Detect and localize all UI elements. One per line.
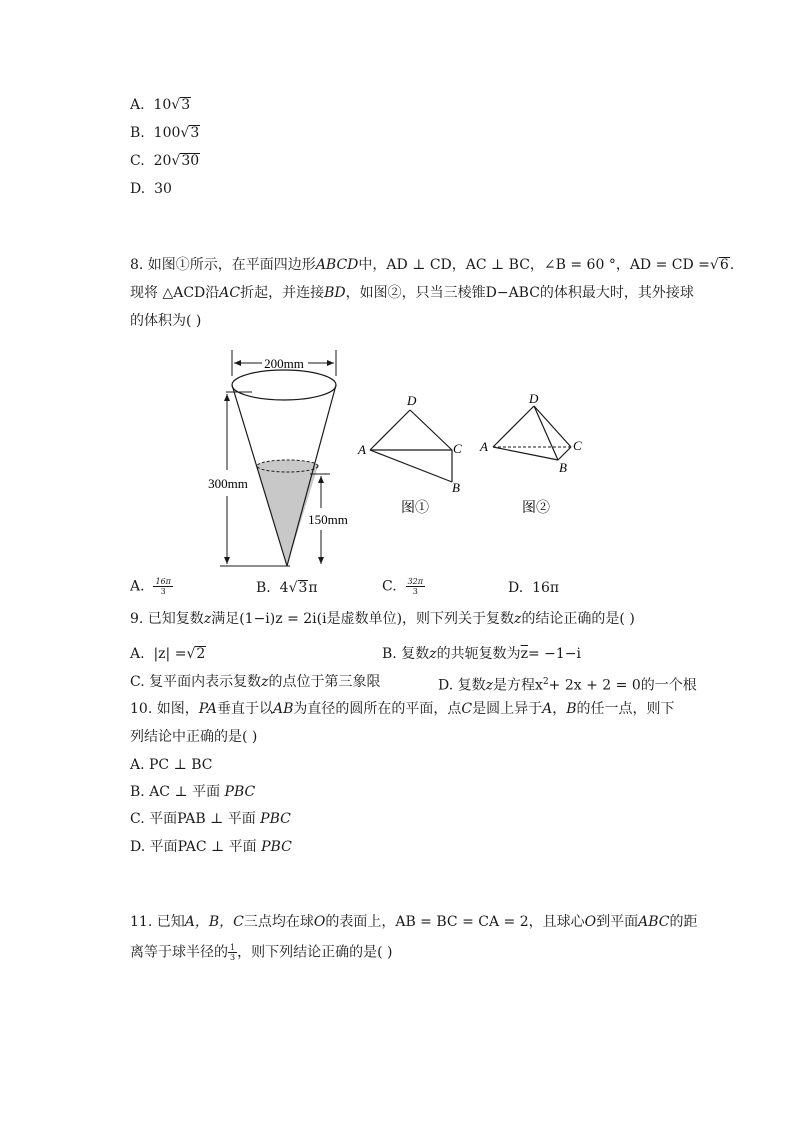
q8-stem-line3: 的体积为( ) bbox=[130, 313, 202, 329]
q7-option-d bbox=[130, 180, 172, 198]
q8-option-c bbox=[382, 577, 425, 596]
q10-stem-a: 10. 如图， bbox=[130, 701, 199, 717]
q11-stem-line1 bbox=[130, 913, 697, 931]
fig2-label-b: B bbox=[559, 460, 567, 475]
q11-o: O bbox=[313, 914, 326, 930]
q8-line2-end: ，如图②，只当三棱锥D−ABC的体积最大时，其外接球 bbox=[345, 285, 694, 301]
q8-line1-end: . bbox=[729, 257, 735, 273]
fig2-edge-ad bbox=[493, 406, 534, 447]
q8-option-b-letter: B. bbox=[256, 580, 271, 596]
q9-option-d bbox=[438, 673, 697, 695]
q11-stem-b: 三点均在球 bbox=[243, 914, 314, 930]
fig1-edge-dc bbox=[410, 410, 452, 450]
q9-option-a: A. |z| =√2 bbox=[130, 646, 206, 662]
q8-abcd: ABCD bbox=[315, 257, 359, 273]
fig2-caption: 图② bbox=[522, 501, 550, 516]
q8-option-c-num: 32π bbox=[407, 577, 424, 586]
q11-stem-e: 的距 bbox=[669, 914, 698, 930]
q9-option-d-exp: 2 bbox=[542, 677, 549, 687]
top-width-label: 200mm bbox=[264, 356, 304, 371]
fig2-edge-bc bbox=[558, 447, 571, 460]
fig2-label-c: C bbox=[573, 438, 582, 453]
q9-option-b-pre: B. 复数 bbox=[382, 646, 430, 662]
q11-abc-list: A，B，C bbox=[184, 914, 244, 930]
q10-option-b-text: B. AC ⊥ 平面 bbox=[130, 784, 225, 800]
q9-option-d-mid: 是方程x bbox=[493, 677, 543, 694]
cone-figure bbox=[190, 350, 350, 575]
q10-stem-d: 是圆上异于 bbox=[472, 701, 543, 717]
q7-option-b-coef: 100 bbox=[153, 125, 181, 141]
q11-line2-a: 离等于球半径的 bbox=[130, 944, 228, 961]
q7-option-b-radicand: 3 bbox=[190, 125, 200, 141]
q11-frac-den: 3 bbox=[230, 953, 236, 962]
q7-option-a-radicand: 3 bbox=[181, 97, 191, 113]
q7-option-c-radicand: 30 bbox=[181, 153, 200, 169]
q11-line2-b: ，则下列结论正确的是( ) bbox=[237, 944, 393, 961]
q8-option-b-tail: π bbox=[308, 580, 318, 596]
q7-option-c-letter: C. bbox=[130, 153, 145, 169]
q7-option-b: B. 100√3 bbox=[130, 125, 200, 141]
q9-option-b-rhs: = −1−i bbox=[527, 646, 582, 662]
height-label: 300mm bbox=[208, 476, 248, 491]
fig2-edge-db bbox=[534, 406, 558, 460]
q9-stem-a: 9. 已知复数 bbox=[130, 611, 204, 627]
q8-option-c-fraction bbox=[406, 577, 425, 596]
q11-stem-line2 bbox=[130, 943, 392, 962]
q10-option-c-plane: PBC bbox=[260, 811, 291, 827]
q8-option-b: B. 4√3π bbox=[256, 580, 318, 596]
fig2-edge-ab bbox=[493, 447, 558, 460]
q9-option-c-pre: C. 复平面内表示复数 bbox=[130, 674, 262, 690]
q8-option-a bbox=[130, 577, 173, 596]
q11-frac-num: 1 bbox=[230, 943, 236, 952]
fig1-label-c: C bbox=[453, 441, 462, 456]
q10-option-d-plane: PBC bbox=[261, 839, 292, 855]
q10-option-b bbox=[130, 783, 255, 801]
q10-option-a-text: A. PC ⊥ BC bbox=[130, 757, 213, 773]
q8-option-a-num: 16π bbox=[155, 577, 171, 586]
q8-ac: AC bbox=[219, 285, 241, 301]
fig1-caption: 图① bbox=[401, 501, 429, 516]
q10-option-d-text: D. 平面PAC ⊥ 平面 bbox=[130, 839, 262, 855]
q7-option-c-coef: 20 bbox=[153, 153, 172, 169]
q10-option-d bbox=[130, 838, 292, 856]
fig1-edge-ad bbox=[370, 410, 410, 450]
q9-z2: z bbox=[514, 611, 522, 627]
q8-option-a-letter: A. bbox=[130, 578, 145, 595]
q9-option-d-post: + 2x + 2 = 0的一个根 bbox=[548, 677, 697, 694]
q9-option-b bbox=[382, 645, 581, 663]
q9-option-c-z: z bbox=[261, 674, 269, 690]
q9-option-b-zbar: $\overline{z}$ bbox=[520, 646, 528, 662]
q9-option-a-radicand: 2 bbox=[196, 646, 206, 662]
q8-line2-mid: 折起，并连接 bbox=[240, 285, 325, 301]
q9-stem bbox=[130, 610, 635, 628]
q8-option-c-den: 3 bbox=[412, 587, 418, 596]
fig1-label-d: D bbox=[407, 393, 417, 408]
q10-option-a bbox=[130, 756, 212, 774]
q7-option-a-letter: A. bbox=[130, 97, 145, 113]
water-height-label: 150mm bbox=[308, 512, 348, 527]
q10-ab: AB bbox=[272, 701, 294, 717]
q7-option-d-letter: D. bbox=[130, 181, 146, 197]
q9-option-c-post: 的点位于第三象限 bbox=[268, 674, 381, 690]
q7-option-c: C. 20√30 bbox=[130, 153, 200, 169]
figure-2 bbox=[478, 392, 593, 520]
q10-a: A bbox=[542, 701, 553, 717]
q8-stem-line1: 8. 如图①所示，在平面四边形ABCD中，AD ⊥ CD，AC ⊥ BC，∠B = 60 °，AD = CD =√6. bbox=[130, 257, 735, 273]
q8-option-a-den: 3 bbox=[160, 587, 166, 596]
q8-line1-start: 8. 如图①所示，在平面四边形 bbox=[130, 257, 316, 273]
q7-option-a: A. 10√3 bbox=[130, 97, 191, 113]
fig2-label-d: D bbox=[529, 391, 539, 406]
q9-stem-b: 满足(1−i)z = 2i(i是虚数单位)，则下列关于复数 bbox=[211, 611, 515, 627]
fig1-label-a: A bbox=[358, 442, 366, 457]
q10-b: B bbox=[566, 701, 577, 717]
q8-option-a-fraction bbox=[153, 577, 172, 596]
q10-stem-line1 bbox=[130, 700, 675, 718]
q10-comma: ， bbox=[552, 701, 567, 717]
figure-1 bbox=[355, 392, 470, 520]
q8-option-b-coef: 4 bbox=[279, 580, 289, 596]
q8-option-d-letter: D. bbox=[508, 580, 524, 596]
q9-option-a-letter: A. bbox=[130, 646, 145, 662]
q10-c: C bbox=[461, 701, 473, 717]
q10-option-b-plane: PBC bbox=[224, 784, 256, 800]
q10-stem-b: 垂直于以 bbox=[216, 701, 273, 717]
q8-option-c-letter: C. bbox=[382, 578, 397, 595]
q9-option-b-z: z bbox=[429, 646, 437, 662]
q9-option-b-mid: 的共轭复数为 bbox=[436, 646, 521, 662]
q9-z: z bbox=[203, 611, 212, 627]
q8-option-d-text: 16π bbox=[532, 580, 560, 596]
q8-radicand: 6 bbox=[719, 257, 729, 273]
q11-fraction bbox=[228, 943, 237, 962]
q9-option-d-z: z bbox=[485, 677, 494, 694]
q7-option-b-letter: B. bbox=[130, 125, 145, 141]
q9-option-c bbox=[130, 673, 381, 691]
q11-o2: O bbox=[584, 914, 597, 930]
q7-option-a-coef: 10 bbox=[153, 97, 172, 113]
q10-option-c-text: C. 平面PAB ⊥ 平面 bbox=[130, 811, 261, 827]
fig2-label-a: A bbox=[480, 439, 488, 454]
q8-line2-start: 现将 △ACD沿 bbox=[130, 285, 220, 301]
fig2-edge-dc bbox=[534, 406, 571, 447]
q8-option-d bbox=[508, 579, 559, 597]
q11-stem-d: 到平面 bbox=[596, 914, 639, 930]
q10-stem-e: 的任一点，则下 bbox=[576, 701, 675, 717]
q7-option-d-text: 30 bbox=[154, 181, 172, 197]
q8-bd: BD bbox=[324, 285, 346, 301]
cone-top-rim bbox=[232, 370, 336, 400]
q8-option-b-radicand: 3 bbox=[298, 580, 308, 596]
q10-option-c bbox=[130, 810, 291, 828]
q9-option-d-pre: D. 复数 bbox=[438, 677, 486, 694]
q9-option-a-lhs: |z| = bbox=[153, 646, 187, 662]
fig1-label-b: B bbox=[452, 480, 460, 495]
q10-pa: PA bbox=[198, 701, 217, 717]
fig1-edge-ab bbox=[370, 450, 452, 482]
q9-stem-c: 的结论正确的是( ) bbox=[521, 611, 635, 627]
q11-abc: ABC bbox=[638, 914, 670, 930]
q8-line1-mid: 中，AD ⊥ CD，AC ⊥ BC，∠B = 60 °，AD = CD = bbox=[358, 257, 710, 273]
q8-stem-line2 bbox=[130, 284, 694, 302]
q10-stem-line2: 列结论中正确的是( ) bbox=[130, 729, 258, 745]
q11-stem-a: 11. 已知 bbox=[130, 914, 185, 930]
q10-stem-c: 为直径的圆所在的平面，点 bbox=[293, 701, 462, 717]
q11-stem-c: 的表面上，AB = BC = CA = 2，且球心 bbox=[325, 914, 585, 930]
water-surface bbox=[257, 460, 318, 472]
